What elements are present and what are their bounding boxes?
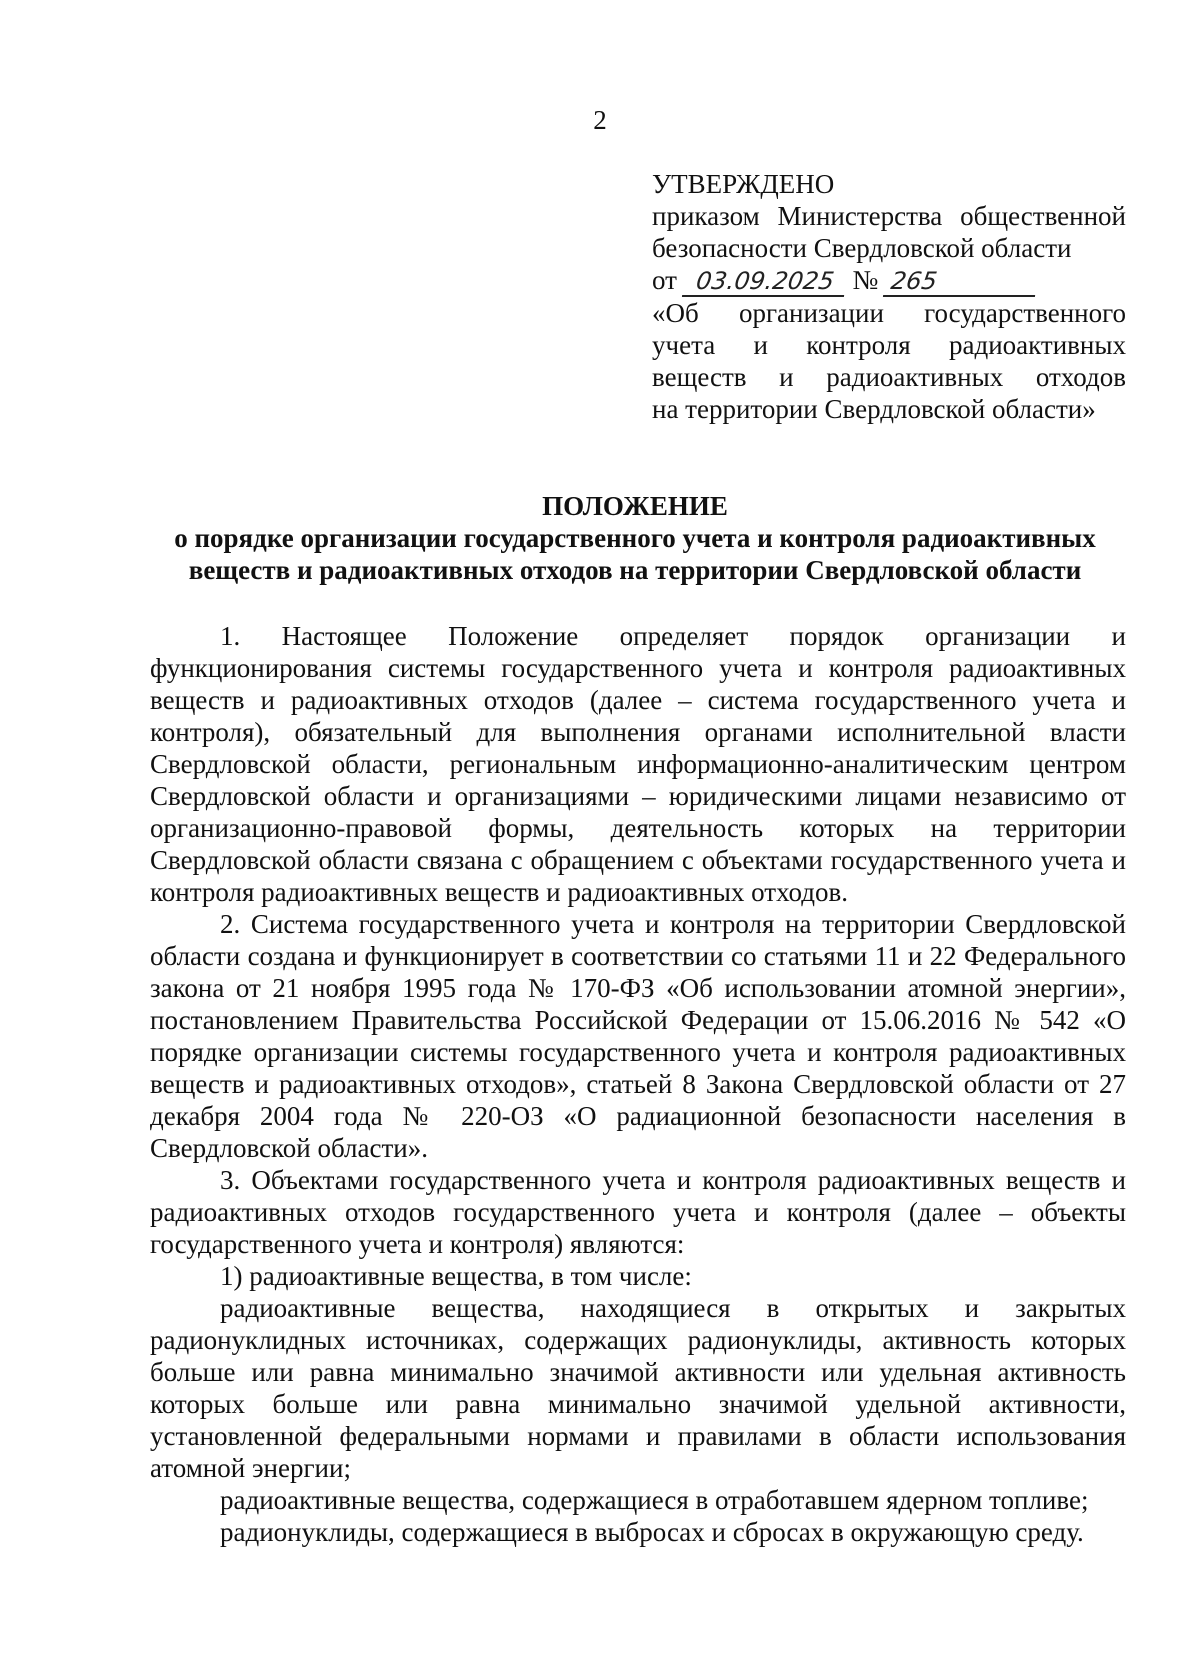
- approval-subject-line-2: учета и контроля радиоактивных: [652, 330, 1126, 360]
- list-item-1: 1) радиоактивные вещества, в том числе:: [220, 1261, 692, 1291]
- approval-line-1: приказом Министерства общественной: [652, 201, 1126, 231]
- handwritten-number: 265: [883, 267, 1039, 297]
- number-prefix: №: [852, 265, 879, 295]
- approval-block: [652, 168, 1126, 425]
- page-number: 2: [593, 105, 607, 135]
- list-subitem-2: радиоактивные вещества, содержащиеся в отработавшем ядерном топливе;: [220, 1485, 1089, 1515]
- paragraph-1: 1. Настоящее Положение определяет порядок организации и функционирования системы государственного учета и контроля радиоактивных веществ и радиоактивных отходов (далее – система государственного учета и контроля), обязательный для выполнения органами исполнительной власти Свердловской области, региональным информационно-аналитическим центром Свердловской области и организациями – юридическими лицами независимо от организационно-правовой формы, деятельность которых на территории Свердловской области связана с обращением с объектами государственного учета и контроля радиоактивных веществ и радиоактивных отходов.: [150, 621, 1126, 907]
- date-prefix: от: [652, 265, 677, 295]
- order-date-number-line: [652, 264, 1126, 297]
- list-subitem-1: радиоактивные вещества, находящиеся в открытых и закрытых радионуклидных источниках, содержащих радионуклиды, активность которых больше или равна минимально значимой активности или удельная активность которых больше или равна минимально значимой удельной активности, установленной федеральными нормами и правилами в области использования атомной энергии;: [150, 1293, 1126, 1483]
- handwritten-date: 03.09.2025: [682, 267, 848, 297]
- document-subtitle-line-1: о порядке организации государственного учета и контроля радиоактивных: [174, 523, 1096, 553]
- approval-subject-line-3: веществ и радиоактивных отходов: [652, 362, 1126, 392]
- document-body: [150, 620, 1126, 1548]
- paragraph-3: 3. Объектами государственного учета и контроля радиоактивных веществ и радиоактивных отходов государственного учета и контроля (далее – объекты государственного учета и контроля) являются:: [150, 1165, 1126, 1259]
- approval-subject-line-4: на территории Свердловской области»: [652, 394, 1096, 424]
- document-subtitle-line-2: веществ и радиоактивных отходов на территории Свердловской области: [188, 555, 1082, 585]
- approval-title: УТВЕРЖДЕНО: [652, 169, 835, 199]
- approval-line-2: безопасности Свердловской области: [652, 233, 1072, 263]
- document-heading: ПОЛОЖЕНИЕ: [542, 491, 728, 521]
- list-subitem-3: радионуклиды, содержащиеся в выбросах и сбросах в окружающую среду.: [220, 1517, 1084, 1547]
- approval-subject-line-1: «Об организации государственного: [652, 298, 1126, 328]
- paragraph-2: 2. Система государственного учета и контроля на территории Свердловской области создана и функционирует в соответствии со статьями 11 и 22 Федерального закона от 21 ноября 1995 года № 170-ФЗ «Об использовании атомной энергии», постановлением Правительства Российской Федерации от 15.06.2016 № 542 «О порядке организации системы государственного учета и контроля радиоактивных веществ и радиоактивных отходов», статьей 8 Закона Свердловской области от 27 декабря 2004 года № 220-ОЗ «О радиационной безопасности населения в Свердловской области».: [150, 909, 1126, 1163]
- document-title: [140, 490, 1130, 586]
